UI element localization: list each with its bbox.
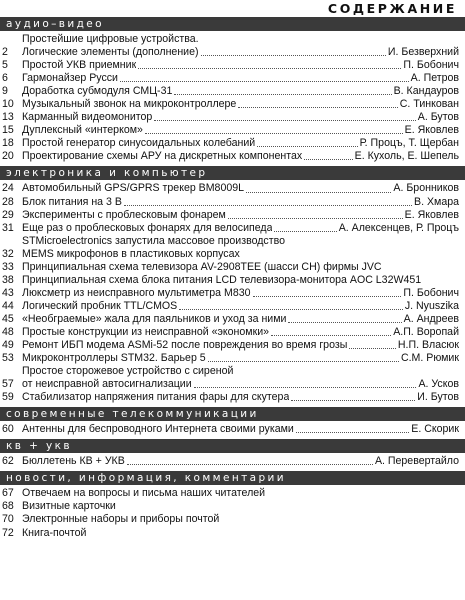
entry-title: MEMS микрофонов в пластиковых корпусах xyxy=(22,247,240,260)
section-header: кв + укв xyxy=(0,439,465,453)
page-number: 57 xyxy=(2,378,14,391)
entry-author: А. Алексенцев, Р. Процъ xyxy=(338,221,459,234)
toc-entry[interactable] xyxy=(0,365,465,391)
dot-leader xyxy=(271,334,391,336)
toc-entry[interactable] xyxy=(0,326,465,339)
toc-entry[interactable] xyxy=(0,150,465,163)
page-title: СОДЕРЖАНИЕ xyxy=(327,1,457,16)
entry-title: Блок питания на 3 В xyxy=(22,195,122,208)
toc-entry[interactable] xyxy=(0,500,465,513)
page-number: 33 xyxy=(2,260,14,273)
entry-title: Автомобильный GPS/GPRS трекер BM8009L xyxy=(22,182,245,195)
entry-title: Еще раз о проблесковых фонарях для велосипеда xyxy=(22,221,273,234)
toc-entry[interactable] xyxy=(0,391,465,404)
entry-author: А.П. Воропай xyxy=(393,325,459,338)
entry-author: А. Андреев xyxy=(403,312,459,325)
page-number: 53 xyxy=(2,352,14,365)
entry-author: Е. Скорик xyxy=(411,423,459,436)
entry-author: Р. Процъ, Т. Щербан xyxy=(359,137,459,150)
dot-leader xyxy=(274,230,336,232)
toc-entry[interactable] xyxy=(0,235,465,261)
dot-leader xyxy=(208,360,399,362)
entry-author: J. Nyuszika xyxy=(404,299,459,312)
entry-title: STMicroelectronics запустила массовое производство xyxy=(22,234,285,247)
entry-title: Логические элементы (дополнение) xyxy=(22,46,199,59)
entry-title: Ремонт ИБП модема ASMi-52 после повреждения во время грозы xyxy=(22,339,348,352)
entry-title: Карманный видеомонитор xyxy=(22,111,153,124)
page-number: 43 xyxy=(2,286,14,299)
toc-entry[interactable] xyxy=(0,339,465,352)
toc-entry[interactable] xyxy=(0,487,465,500)
toc-entry[interactable] xyxy=(0,196,465,209)
toc-entry[interactable] xyxy=(0,274,465,287)
page-number: 60 xyxy=(2,423,14,436)
page-number: 68 xyxy=(2,500,14,513)
toc-entry[interactable] xyxy=(0,222,465,235)
toc-entry[interactable] xyxy=(0,182,465,195)
dot-leader xyxy=(174,93,391,95)
page-number: 24 xyxy=(2,182,14,195)
entry-title: Простой генератор синусоидальных колебаний xyxy=(22,137,256,150)
toc-entry[interactable] xyxy=(0,287,465,300)
toc-entry[interactable] xyxy=(0,455,465,468)
entry-author: Е. Яковлев xyxy=(404,124,459,137)
page-number: 2 xyxy=(2,46,8,59)
entry-title: Логический пробник TTL/CMOS xyxy=(22,299,178,312)
dot-leader xyxy=(120,80,409,82)
toc-entry[interactable] xyxy=(0,313,465,326)
dot-leader xyxy=(201,54,386,56)
dot-leader xyxy=(179,308,403,310)
entry-author: С.М. Рюмик xyxy=(400,352,459,365)
toc-entry[interactable] xyxy=(0,85,465,98)
toc-entry[interactable] xyxy=(0,300,465,313)
toc-entry[interactable] xyxy=(0,513,465,526)
page-number: 48 xyxy=(2,325,14,338)
page-number: 32 xyxy=(2,247,14,260)
entry-title: Визитные карточки xyxy=(22,500,116,513)
entry-author: Е. Кухоль, Е. Шепель xyxy=(354,150,459,163)
toc-entry[interactable] xyxy=(0,124,465,137)
entry-title: Антенны для беспроводного Интернета своими руками xyxy=(22,423,294,436)
entry-author: П. Бобонич xyxy=(403,59,459,72)
page-number: 20 xyxy=(2,150,14,163)
toc-entry[interactable] xyxy=(0,72,465,85)
page-number: 28 xyxy=(2,195,14,208)
section-header: электроника и компьютер xyxy=(0,166,465,180)
entry-title: от неисправной автосигнализации xyxy=(22,378,192,391)
page-number: 5 xyxy=(2,59,8,72)
toc-entry[interactable] xyxy=(0,423,465,436)
page-number: 38 xyxy=(2,273,14,286)
dot-leader xyxy=(253,295,402,297)
dot-leader xyxy=(154,119,415,121)
section-header: новости, информация, комментарии xyxy=(0,471,465,485)
dot-leader xyxy=(127,463,373,465)
dot-leader xyxy=(296,431,410,433)
dot-leader xyxy=(288,321,401,323)
entry-title: Простые конструкции из неисправной «экономки» xyxy=(22,325,270,338)
entry-title: Музыкальный звонок на микроконтроллере xyxy=(22,98,237,111)
entry-title: Простое сторожевое устройство с сиреной xyxy=(22,365,234,378)
dot-leader xyxy=(138,67,401,69)
dot-leader xyxy=(228,217,403,219)
page-number: 62 xyxy=(2,455,14,468)
entry-author: А. Перевертайло xyxy=(374,455,459,468)
toc-entry[interactable] xyxy=(0,33,465,59)
dot-leader xyxy=(257,145,357,147)
section-header: современные телекоммуникации xyxy=(0,407,465,421)
entry-title: Принципиальная схема блока питания LCD телевизора-монитора AOC L32W451 xyxy=(22,273,422,286)
entry-author: П. Бобонич xyxy=(403,286,459,299)
entry-title: Дуплексный «интерком» xyxy=(22,124,143,137)
toc-entry[interactable] xyxy=(0,111,465,124)
entry-title: Принципиальная схема телевизора AV-2908TEE (шасси CH) фирмы JVC xyxy=(22,260,382,273)
entry-title: Проектирование схемы АРУ на дискретных компонентах xyxy=(22,150,303,163)
section-header: аудио–видео xyxy=(0,17,465,31)
page-number: 49 xyxy=(2,339,14,352)
page-number: 44 xyxy=(2,299,14,312)
entry-author: И. Бутов xyxy=(417,391,459,404)
entry-author: С. Тинкован xyxy=(399,98,459,111)
toc-entry[interactable] xyxy=(0,209,465,222)
entry-title: Стабилизатор напряжения питания фары для скутера xyxy=(22,391,290,404)
toc-entry[interactable] xyxy=(0,59,465,72)
toc-entry[interactable] xyxy=(0,137,465,150)
dot-leader xyxy=(304,158,352,160)
entry-author: А. Бутов xyxy=(417,111,459,124)
page-number: 10 xyxy=(2,98,14,111)
entry-author: А. Петров xyxy=(410,72,459,85)
entry-title: Бюллетень КВ + УКВ xyxy=(22,455,125,468)
entry-title: «Необграемые» жала для паяльников и уход за ними xyxy=(22,312,287,325)
entry-author: И. Безверхний xyxy=(387,46,459,59)
toc-entry[interactable] xyxy=(0,98,465,111)
entry-title: Простейшие цифровые устройства. xyxy=(22,33,199,45)
entry-title: Простой УКВ приемник xyxy=(22,59,137,72)
entry-title: Электронные наборы и приборы почтой xyxy=(22,513,220,526)
table-of-contents xyxy=(0,17,465,540)
entry-title: Люксметр из неисправного мультиметра M830 xyxy=(22,286,251,299)
entry-author: В. Хмара xyxy=(414,195,459,208)
entry-title: Гармонайзер Русси xyxy=(22,72,118,85)
entry-title: Микроконтроллеры STM32. Барьер 5 xyxy=(22,352,206,365)
entry-title: Книга-почтой xyxy=(22,526,87,539)
page-number: 29 xyxy=(2,208,14,221)
entry-author: А. Бронников xyxy=(393,182,459,195)
entry-author: Е. Яковлев xyxy=(404,208,459,221)
dot-leader xyxy=(194,386,417,388)
dot-leader xyxy=(238,106,397,108)
page-number: 45 xyxy=(2,312,14,325)
entry-title: Эксперименты с проблесковым фонарем xyxy=(22,208,226,221)
dot-leader xyxy=(246,191,391,193)
entry-title: Доработка субмодуля СМЦ-31 xyxy=(22,85,173,98)
page-number: 18 xyxy=(2,137,14,150)
page-number: 13 xyxy=(2,111,14,124)
dot-leader xyxy=(291,399,415,401)
entry-author: А. Усков xyxy=(418,378,459,391)
dot-leader xyxy=(124,204,412,206)
toc-entry[interactable] xyxy=(0,527,465,540)
entry-author: Н.П. Власюк xyxy=(397,339,459,352)
page-number: 15 xyxy=(2,124,14,137)
page-number: 9 xyxy=(2,85,8,98)
entry-author: В. Кандауров xyxy=(393,85,459,98)
toc-entry[interactable] xyxy=(0,352,465,365)
toc-entry[interactable] xyxy=(0,261,465,274)
page-number: 72 xyxy=(2,526,14,539)
page-number: 67 xyxy=(2,487,14,500)
dot-leader xyxy=(349,347,396,349)
dot-leader xyxy=(145,132,403,134)
page-number: 70 xyxy=(2,513,14,526)
page-number: 59 xyxy=(2,391,14,404)
page-number: 31 xyxy=(2,221,14,234)
page-number: 6 xyxy=(2,72,8,85)
entry-title: Отвечаем на вопросы и письма наших читателей xyxy=(22,487,266,500)
